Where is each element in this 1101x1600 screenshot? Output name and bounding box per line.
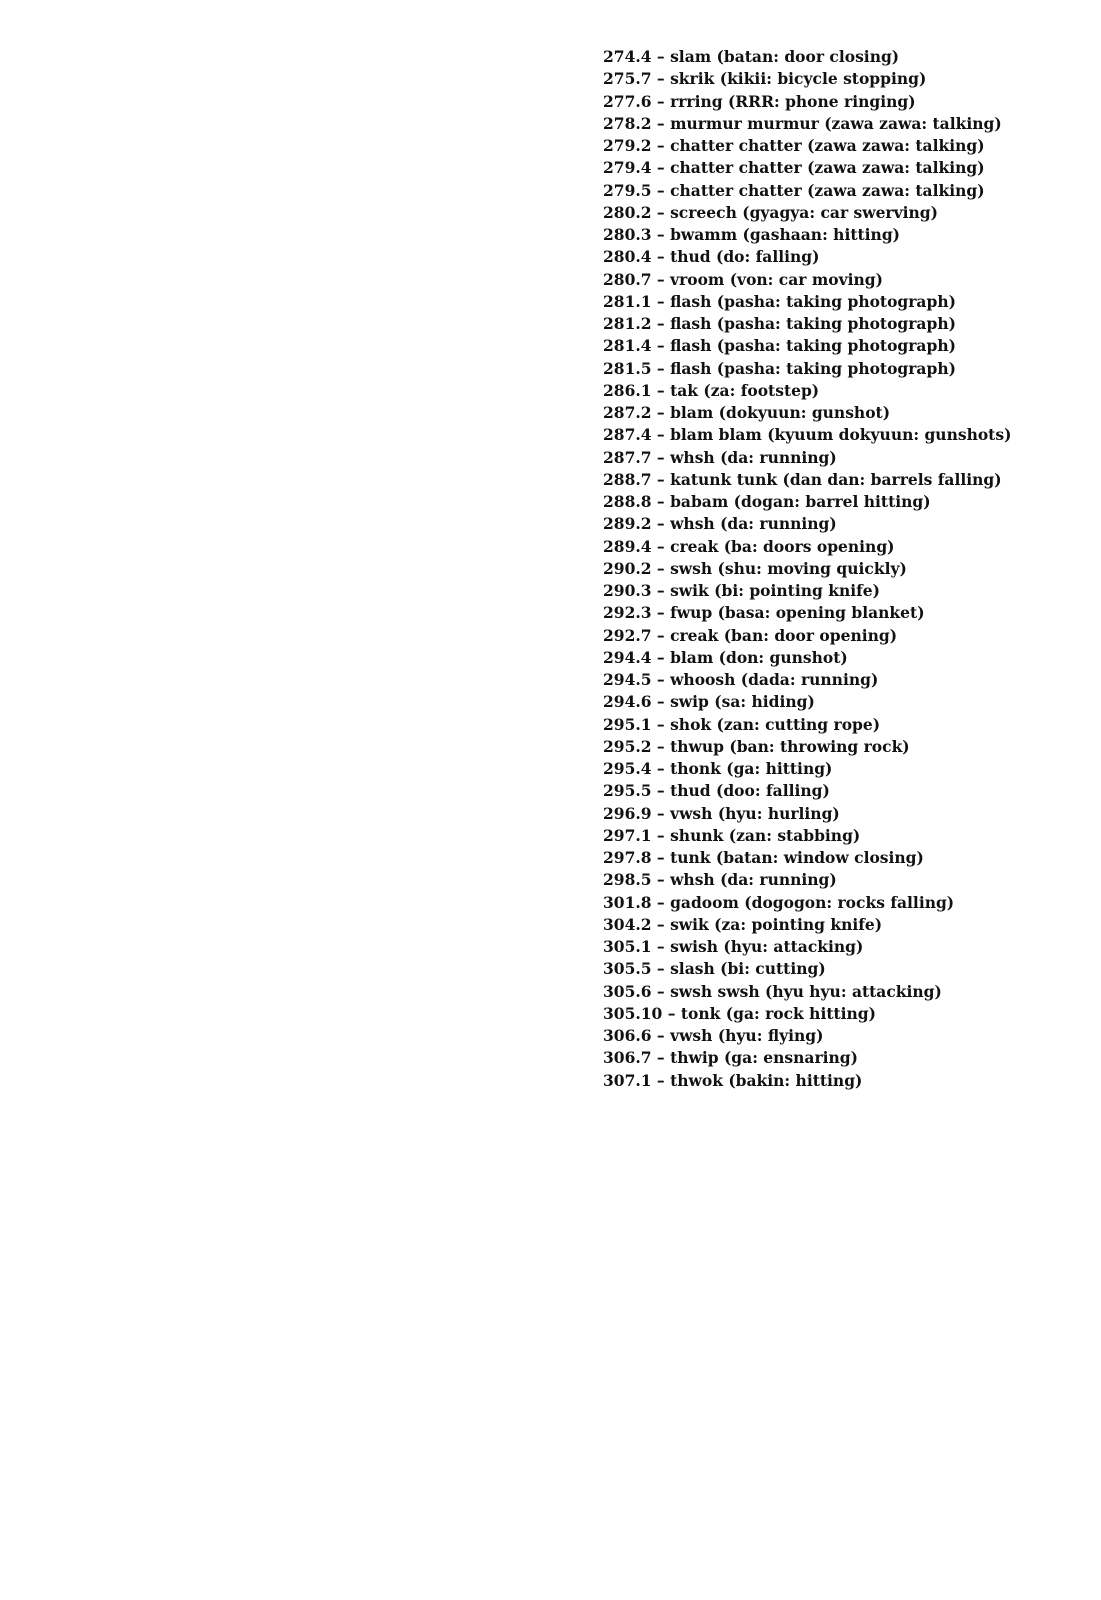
sound-effect-entry: 295.2 – thwup (ban: throwing rock) (603, 736, 910, 756)
sound-effect-entry: 305.1 – swish (hyu: attacking) (603, 937, 864, 956)
sound-effect-entry: 306.7 – thwip (ga: ensnaring) (603, 1048, 858, 1068)
sound-effect-entry: 304.2 – swik (za: pointing knife) (603, 914, 883, 934)
sound-effect-entry: 287.4 – blam blam (kyuum dokyuun: gunshots) (603, 425, 1012, 445)
sound-effect-entry: 292.7 – creak (ban: door opening) (603, 625, 898, 645)
sound-effect-entry: 307.1 – thwok (bakin: hitting) (603, 1070, 863, 1090)
sound-effect-entry: 277.6 – rrring (RRR: phone ringing) (603, 91, 916, 111)
sound-effect-entry: 294.5 – whoosh (dada: running) (603, 670, 879, 689)
sound-effect-entry: 305.5 – slash (bi: cutting) (603, 959, 826, 979)
sound-effect-entry: 306.6 – vwsh (hyu: flying) (603, 1026, 824, 1045)
sound-effect-entry: 295.5 – thud (doo: falling) (603, 781, 830, 801)
sound-effect-entry: 281.4 – flash (pasha: taking photograph) (603, 336, 956, 356)
sound-effect-entry: 281.1 – flash (pasha: taking photograph) (603, 291, 956, 311)
sound-effect-entry: 297.1 – shunk (zan: stabbing) (603, 825, 861, 845)
sound-effect-entry: 275.7 – skrik (kikii: bicycle stopping) (603, 69, 927, 89)
sound-effect-entry: 286.1 – tak (za: footstep) (603, 380, 820, 400)
sound-effects-list (603, 46, 1011, 1092)
sound-effect-entry: 274.4 – slam (batan: door closing) (603, 47, 900, 66)
sound-effect-entry: 281.5 – flash (pasha: taking photograph) (603, 358, 956, 378)
sound-effect-entry: 290.3 – swik (bi: pointing knife) (603, 581, 880, 600)
sound-effect-entry: 278.2 – murmur murmur (zawa zawa: talking) (603, 113, 1002, 133)
sound-effect-entry: 287.2 – blam (dokyuun: gunshot) (603, 403, 891, 422)
sound-effect-entry: 295.1 – shok (zan: cutting rope) (603, 714, 881, 734)
sound-effect-entry: 297.8 – tunk (batan: window closing) (603, 848, 924, 867)
sound-effect-entry: 279.5 – chatter chatter (zawa zawa: talking) (603, 180, 985, 200)
sound-effect-entry: 280.7 – vroom (von: car moving) (603, 269, 883, 289)
sound-effect-entry: 296.9 – vwsh (hyu: hurling) (603, 803, 840, 823)
sound-effect-entry: 280.4 – thud (do: falling) (603, 247, 820, 267)
sound-effect-entry: 280.2 – screech (gyagya: car swerving) (603, 202, 938, 222)
sound-effect-entry: 289.2 – whsh (da: running) (603, 514, 837, 534)
sound-effect-entry: 298.5 – whsh (da: running) (603, 870, 837, 890)
sound-effect-entry: 287.7 – whsh (da: running) (603, 447, 837, 467)
sound-effect-entry: 294.4 – blam (don: gunshot) (603, 647, 848, 667)
sound-effect-entry: 288.8 – babam (dogan: barrel hitting) (603, 492, 931, 511)
sound-effect-entry: 279.4 – chatter chatter (zawa zawa: talking) (603, 158, 985, 178)
sound-effect-entry: 292.3 – fwup (basa: opening blanket) (603, 603, 925, 623)
sound-effect-entry: 305.6 – swsh swsh (hyu hyu: attacking) (603, 981, 942, 1001)
sound-effect-entry: 294.6 – swip (sa: hiding) (603, 692, 815, 712)
sound-effect-entry: 279.2 – chatter chatter (zawa zawa: talking) (603, 136, 985, 155)
sound-effect-entry: 288.7 – katunk tunk (dan dan: barrels falling) (603, 469, 1002, 489)
sound-effect-entry: 301.8 – gadoom (dogogon: rocks falling) (603, 892, 955, 912)
sound-effect-entry: 280.3 – bwamm (gashaan: hitting) (603, 225, 900, 244)
sound-effect-entry: 295.4 – thonk (ga: hitting) (603, 759, 833, 778)
sound-effect-entry: 289.4 – creak (ba: doors opening) (603, 536, 895, 556)
sound-effect-entry: 305.10 – tonk (ga: rock hitting) (603, 1003, 876, 1023)
sound-effect-entry: 290.2 – swsh (shu: moving quickly) (603, 558, 907, 578)
sound-effect-entry: 281.2 – flash (pasha: taking photograph) (603, 314, 956, 333)
